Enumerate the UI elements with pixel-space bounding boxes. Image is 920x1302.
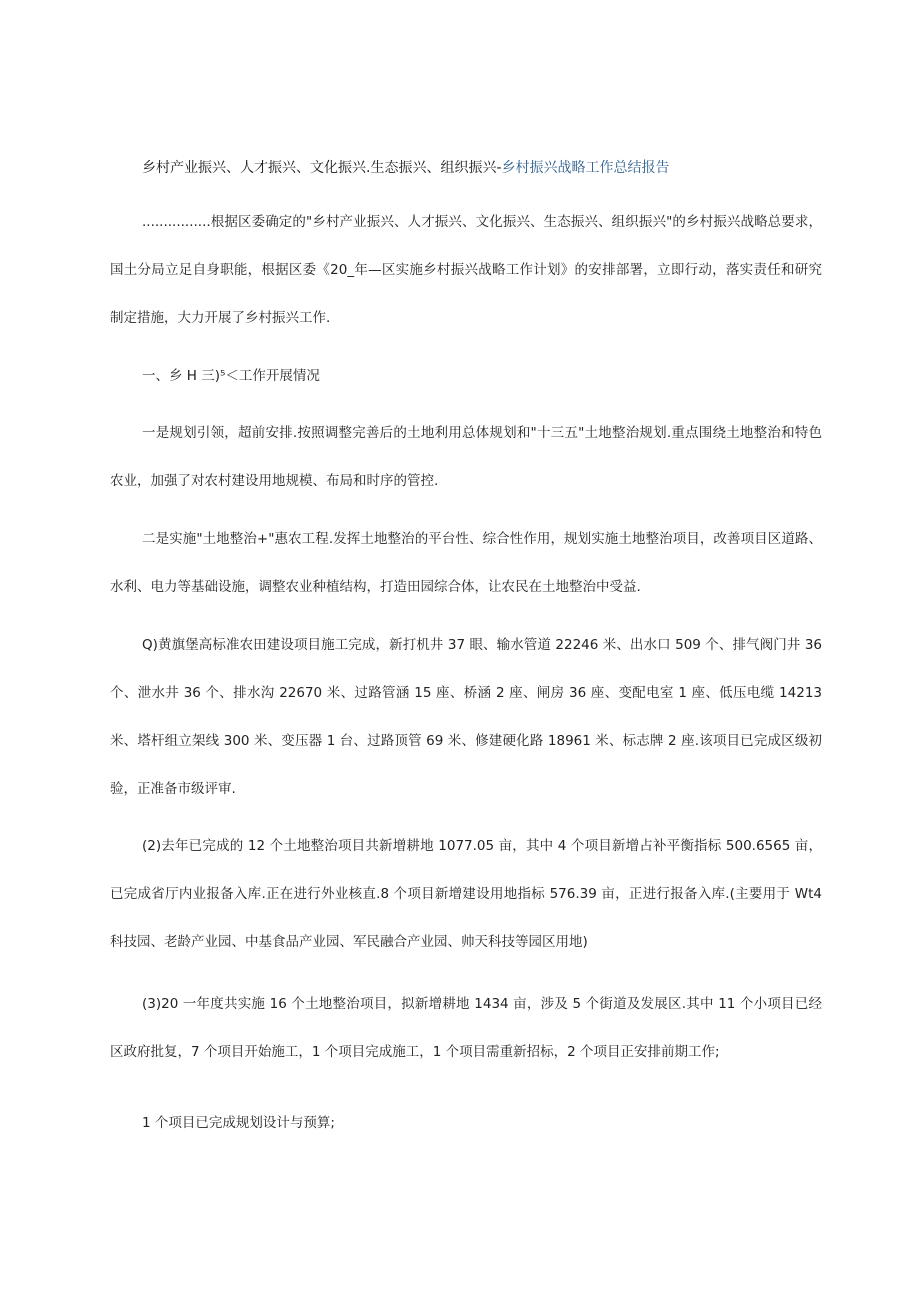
paragraph-intro: ................根据区委确定的"乡村产业振兴、人才振兴、文化振兴、生态振兴、组织振兴"的乡村振兴战略总要求，国土分局立足自身职能，根据区委《20_年—区实施乡村振兴战略工作计划》的安排部署，立即行动，落实责任和研究制定措施，大力开展了乡村振兴工作. bbox=[110, 214, 822, 326]
title-text: 乡村产业振兴、人才振兴、文化振兴.生态振兴、组织振兴- bbox=[142, 160, 502, 176]
paragraph-item-1: Q)黄旗堡高标准农田建设项目施工完成，新打机井 37 眼、输水管道 22246 米、出水口 509 个、排气阀门井 36 个、泄水井 36 个、排水沟 22670 米、过路管涵 15 座、桥涵 2 座、闸房 36 座、变配电室 1 座、低压电缆 14213 米、塔杆组立架线 300 米、变压器 1 台、过路顶管 69 米、修建硬化路 18961 米、标志牌 2 座.该项目已完成区级初验，正准备市级评审. bbox=[110, 637, 822, 797]
section-heading-work-status: 一、乡 H 三)⁵＜工作开展情况 bbox=[142, 368, 320, 384]
document-title bbox=[142, 156, 670, 180]
title-link[interactable]: 乡村振兴战略工作总结报告 bbox=[501, 160, 670, 176]
paragraph-item-3-continued: 1 个项目已完成规划设计与预算; bbox=[142, 1115, 335, 1131]
paragraph-planning: 一是规划引领，超前安排.按照调整完善后的土地利用总体规划和"十三五"土地整治规划.重点围绕土地整治和特色农业，加强了对农村建设用地规模、布局和时序的管控. bbox=[110, 425, 822, 489]
paragraph-item-2: (2)去年已完成的 12 个土地整治项目共新增耕地 1077.05 亩，其中 4 个项目新增占补平衡指标 500.6565 亩，已完成省厅内业报备入库.正在进行外业核直.8 个项目新增建设用地指标 576.39 亩，正进行报备入库.(主要用于 Wt4 科技园、老龄产业园、中基食品产业园、军民融合产业园、帅天科技等园区用地) bbox=[110, 838, 822, 950]
paragraph-land-consolidation: 二是实施"土地整治+"惠农工程.发挥土地整治的平台性、综合性作用，规划实施土地整治项目，改善项目区道路、水利、电力等基础设施，调整农业种植结构，打造田园综合体，让农民在土地整治中受益. bbox=[110, 531, 822, 595]
paragraph-item-3: (3)20 一年度共实施 16 个土地整治项目，拟新增耕地 1434 亩，涉及 5 个街道及发展区.其中 11 个小项目已经区政府批复，7 个项目开始施工，1 个项目完成施工，1 个项目需重新招标，2 个项目正安排前期工作; bbox=[110, 996, 822, 1060]
